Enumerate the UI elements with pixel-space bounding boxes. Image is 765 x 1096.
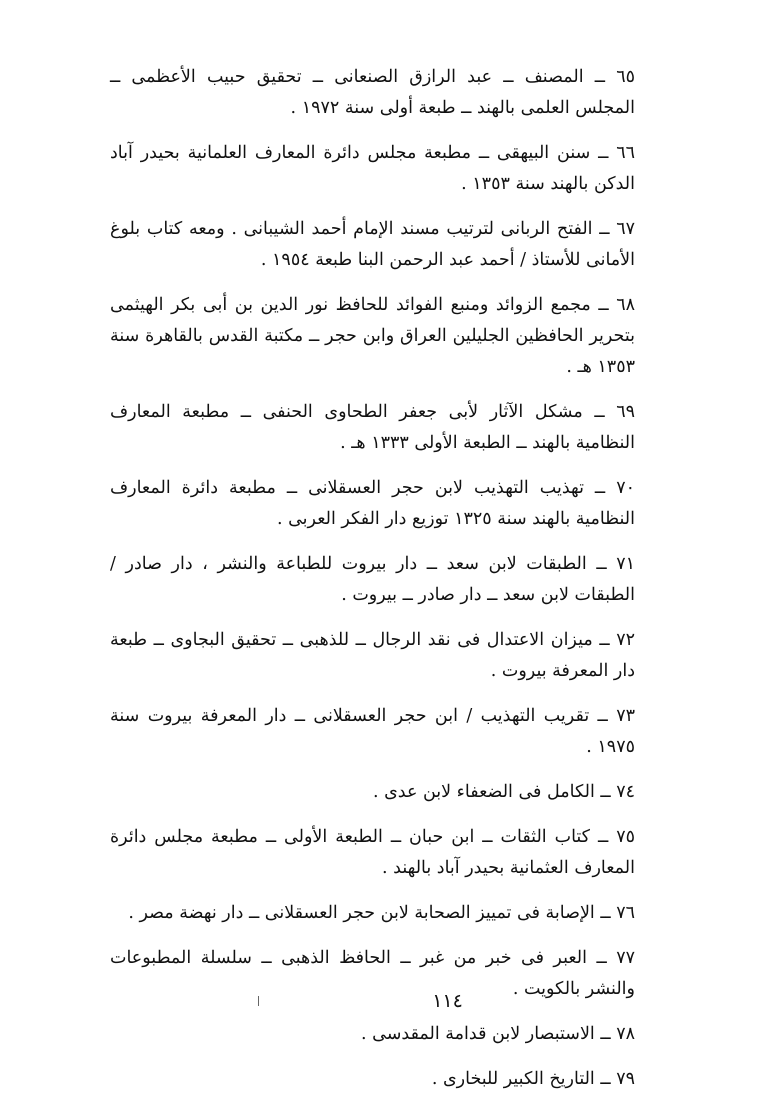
bibliography-entry-79: ٧٩ ــ التاريخ الكبير للبخارى . [431,1069,635,1089]
bibliography-entry-69: ٦٩ ــ مشكل الآثار لأبى جعفر الطحاوى الحنفى ــ مطبعة المعارف النظامية بالهند ــ الطبعة الأولى ١٣٣٣ هـ . [110,402,635,453]
page-number: ١١٤ [432,990,463,1012]
bibliography-entry-76: ٧٦ ــ الإصابة فى تمييز الصحابة لابن حجر العسقلانى ــ دار نهضة مصر . [128,903,635,923]
bibliography-entry-70: ٧٠ ــ تهذيب التهذيب لابن حجر العسقلانى ــ مطبعة دائرة المعارف النظامية بالهند سنة ١٣٢٥ توزيع دار الفكر العربى . [110,478,635,529]
bibliography-entry-66: ٦٦ ــ سنن البيهقى ــ مطبعة مجلس دائرة المعارف العلمانية بحيدر آباد الدكن بالهند سنة ١٣٥٣ . [110,143,635,194]
bibliography-entry-78: ٧٨ ــ الاستبصار لابن قدامة المقدسى . [361,1024,635,1044]
bibliography-entry-77: ٧٧ ــ العبر فى خبر من غبر ــ الحافظ الذهبى ــ سلسلة المطبوعات والنشر بالكويت . [110,948,635,999]
bibliography-entry-73: ٧٣ ــ تقريب التهذيب / ابن حجر العسقلانى ــ دار المعرفة بيروت سنة ١٩٧٥ . [110,706,635,757]
bibliography-entry-67: ٦٧ ــ الفتح الربانى لترتيب مسند الإمام أحمد الشيبانى . ومعه كتاب بلوغ الأمانى للأستاذ / أحمد عبد الرحمن البنا طبعة ١٩٥٤ . [110,219,635,270]
bibliography-entry-75: ٧٥ ــ كتاب الثقات ــ ابن حبان ــ الطبعة الأولى ــ مطبعة مجلس دائرة المعارف العثمانية بحيدر آباد بالهند . [110,827,635,878]
scan-mark [258,996,259,1006]
bibliography-entry-71: ٧١ ــ الطبقات لابن سعد ــ دار بيروت للطباعة والنشر ، دار صادر / الطبقات لابن سعد ــ دار صادر ــ بيروت . [110,554,635,605]
bibliography-page [110,62,635,1089]
bibliography-entry-68: ٦٨ ــ مجمع الزوائد ومنبع الفوائد للحافظ نور الدين بن أبى بكر الهيثمى بتحرير الحافظين الجليلين العراق وابن حجر ــ مكتبة القدس بالقاهرة سنة ١٣٥٣ هـ . [110,295,635,377]
bibliography-entry-65: ٦٥ ــ المصنف ــ عبد الرازق الصنعانى ــ تحقيق حبيب الأعظمى ــ المجلس العلمى بالهند ــ طبعة أولى سنة ١٩٧٢ . [110,67,635,118]
bibliography-entry-72: ٧٢ ــ ميزان الاعتدال فى نقد الرجال ــ للذهبى ــ تحقيق البجاوى ــ طبعة دار المعرفة بيروت . [110,630,635,681]
bibliography-entry-74: ٧٤ ــ الكامل فى الضعفاء لابن عدى . [372,782,635,802]
